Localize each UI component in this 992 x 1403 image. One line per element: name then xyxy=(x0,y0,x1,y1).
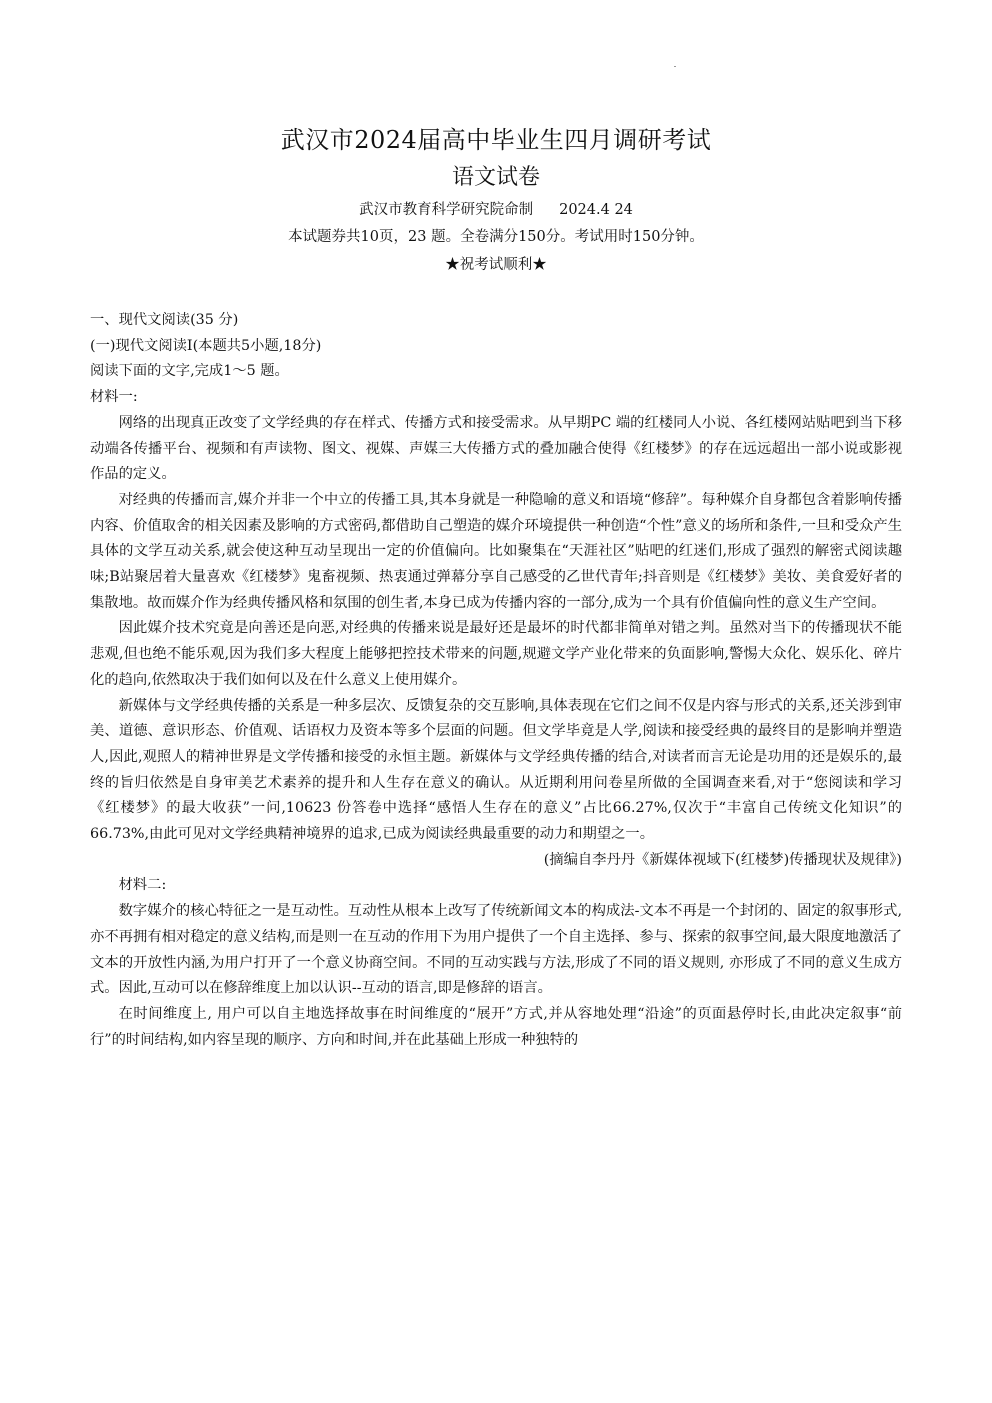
material1-paragraph: 对经典的传播而言,媒介并非一个中立的传播工具,其本身就是一种隐喻的意义和语境“修辞”。每种媒介自身都包含着影响传播内容、价值取舍的相关因素及影响的方式密码,都借助自己塑造的媒介环境提供一种创造“个性”意义的场所和条件,一旦和受众产生具体的文学互动关系,就会使这种互动呈现出一定的价值偏向。比如聚集在“天涯社区”贴吧的红迷们,形成了强烈的解密式阅读趣味;B站聚居着大量喜欢《红楼梦》鬼畜视频、热衷通过弹幕分享自己感受的乙世代青年;抖音则是《红楼梦》美妆、美食爱好者的集散地。故而媒介作为经典传播风格和氛围的创生者,本身已成为传播内容的一部分,成为一个具有价值偏向性的意义生产空间。 xyxy=(90,491,902,611)
exam-wish: ★祝考试顺利★ xyxy=(445,257,547,273)
exam-date: 2024.4 24 xyxy=(559,202,633,218)
issuer-line xyxy=(0,198,992,219)
exam-subtitle: 语文试卷 xyxy=(451,165,540,190)
instruction: 阅读下面的文字,完成1～5 题。 xyxy=(90,363,289,380)
part-title: 一、现代文阅读(35 分) xyxy=(90,312,239,328)
scan-mark xyxy=(674,66,676,67)
material1-paragraph: 网络的出现真正改变了文学经典的存在样式、传播方式和接受需求。从早期PC 端的红楼同人小说、各红楼网站贴吧到当下移动端各传播平台、视频和有声读物、图文、视媒、声媒三大传播方式的叠加融合使得《红楼梦》的存在远远超出一部小说或影视作品的定义。 xyxy=(90,414,902,483)
material2-paragraph: 数字媒介的核心特征之一是互动性。互动性从根本上改写了传统新闻文本的构成法-文本不再是一个封闭的、固定的叙事形式,亦不再拥有相对稳定的意义结构,而是则一在互动的作用下为用户提供了一个自主选择、参与、探索的叙事空间,最大限度地激活了文本的开放性内涵,为用户打开了一个意义协商空间。不同的互动实践与方法,形成了不同的语义规则, 亦形成了不同的意义生成方式。因此,互动可以在修辞维度上加以认识--互动的语言,即是修辞的语言。 xyxy=(90,903,902,997)
issuer: 武汉市教育科学研究院命制 xyxy=(359,202,534,218)
material2-paragraph: 在时间维度上, 用户可以自主地选择故事在时间维度的“展开”方式,并从容地处理“沿途”的页面悬停时长,由此决定叙事“前行”的时间结构,如内容呈现的顺序、方向和时间,并在此基础上形成一种独特的 xyxy=(90,1005,902,1048)
exam-info: 本试题券共10页，23 题。全卷满分150分。考试用时150分钟。 xyxy=(288,229,704,245)
material1-source: (摘编自李丹丹《新媒体视域下(红楼梦)传播现状及规律》) xyxy=(543,851,902,868)
exam-title: 武汉市2024届高中毕业生四月调研考试 xyxy=(280,126,712,154)
material1-paragraph: 因此媒介技术究竟是向善还是向恶,对经典的传播来说是最好还是最坏的时代都非简单对错之判。虽然对当下的传播现状不能悲观,但也绝不能乐观,因为我们多大程度上能够把控技术带来的问题,规避文学产业化带来的负面影响,警惕大众化、娱乐化、碎片化的趋向,依然取决于我们如何以及在什么意义上使用媒介。 xyxy=(90,620,902,688)
material1-paragraph: 新媒体与文学经典传播的关系是一种多层次、反馈复杂的交互影响,具体表现在它们之间不仅是内容与形式的关系,还关涉到审美、道德、意识形态、价值观、话语权力及资本等多个层面的问题。但文学毕竟是人学,阅读和接受经典的最终目的是影响并塑造人,因此,观照人的精神世界是文学传播和接受的永恒主题。新媒体与文学经典传播的结合,对读者而言无论是功用的还是娱乐的,最终的旨归依然是自身审美艺术素养的提升和人生存在意义的确认。从近期利用问卷星所做的全国调查来看,对于“您阅读和学习《红楼梦》的最大收获”一问,10623 份答卷中选择“感悟人生存在的意义”占比66.27%,仅次于“丰富自己传统文化知识”的66.73%,由此可见对文学经典精神境界的追求,已成为阅读经典最重要的动力和期望之一。 xyxy=(90,697,902,843)
sub-title: (一)现代文阅读Ⅰ(本题共5小题,18分) xyxy=(90,337,322,354)
material2-label: 材料二: xyxy=(118,877,167,894)
material1-label: 材料一: xyxy=(90,389,138,406)
reading-section xyxy=(90,308,902,1053)
